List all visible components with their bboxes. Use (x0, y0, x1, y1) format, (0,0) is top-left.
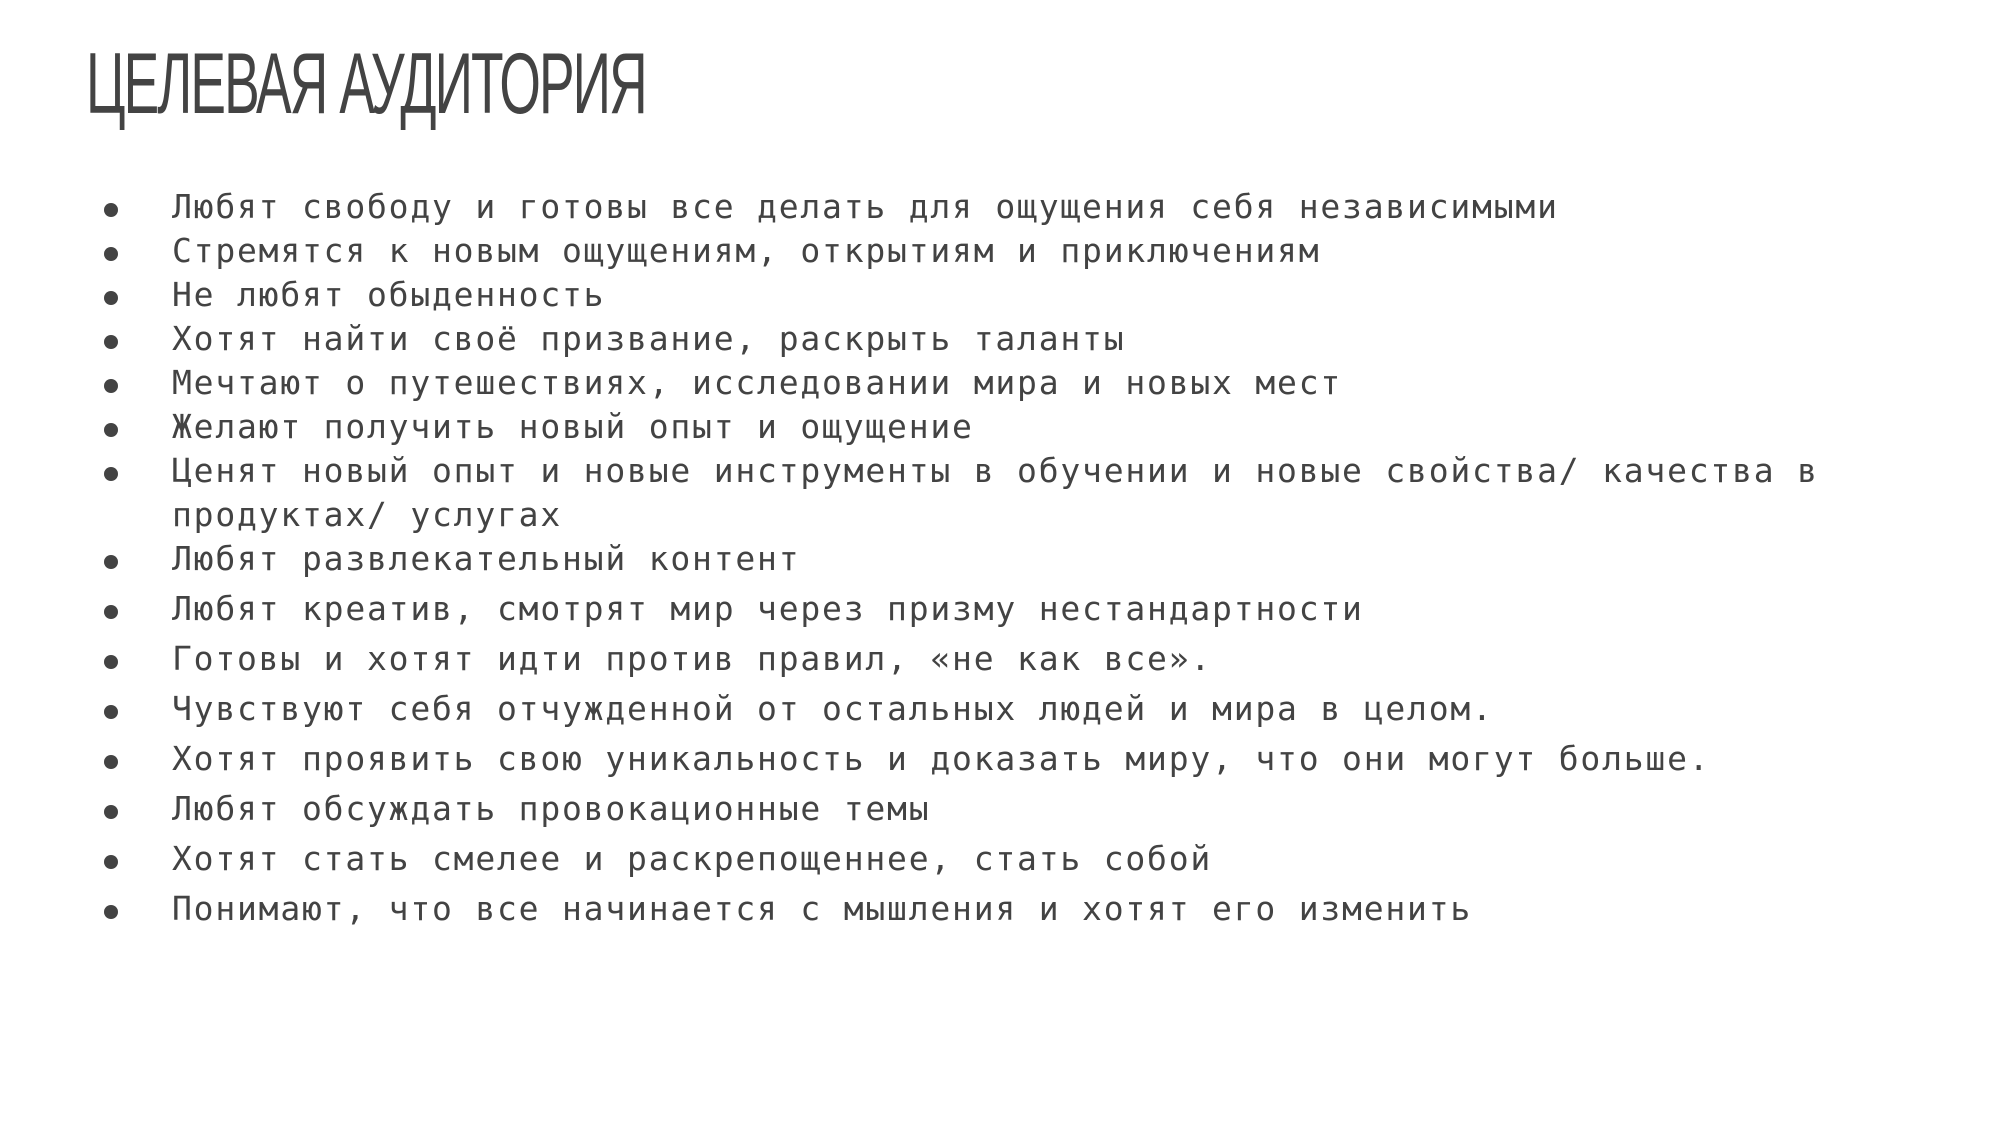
bullet-text: Понимают, что все начинается с мышления и хотят его изменить (172, 889, 1473, 928)
bullet-text: Мечтают о путешествиях, исследовании мира и новых мест (172, 363, 1343, 402)
bullet-dot-icon (104, 905, 118, 919)
bullet-dot-icon (104, 379, 118, 393)
bullet-dot-icon (104, 805, 118, 819)
bullet-dot-icon (104, 855, 118, 869)
bullet-dot-icon (104, 291, 118, 305)
bullet-text: Любят обсуждать провокационные темы (172, 789, 931, 828)
bullet-item (96, 887, 1896, 931)
bullet-text: Любят креатив, смотрят мир через призму нестандартности (172, 589, 1364, 628)
bullet-item (96, 587, 1896, 631)
bullet-text: Хотят найти своё призвание, раскрыть таланты (172, 319, 1126, 358)
bullet-item (96, 837, 1896, 881)
bullet-item (96, 361, 1896, 405)
bullet-dot-icon (104, 335, 118, 349)
bullet-text: Любят свободу и готовы все делать для ощущения себя независимыми (172, 187, 1559, 226)
bullet-dot-icon (104, 423, 118, 437)
bullet-list (96, 185, 1896, 937)
bullet-text: Желают получить новый опыт и ощущение (172, 407, 974, 446)
bullet-text: Не любят обыденность (172, 275, 606, 314)
bullet-dot-icon (104, 247, 118, 261)
bullet-dot-icon (104, 203, 118, 217)
bullet-dot-icon (104, 467, 118, 481)
bullet-text: Хотят стать смелее и раскрепощеннее, стать собой (172, 839, 1213, 878)
bullet-text: Готовы и хотят идти против правил, «не как все». (172, 639, 1213, 678)
bullet-dot-icon (104, 655, 118, 669)
bullet-text: Любят развлекательный контент (172, 539, 801, 578)
bullet-item (96, 405, 1896, 449)
bullet-text: Ценят новый опыт и новые инструменты в обучении и новые свойства/ качества в продуктах/ услугах (172, 451, 1841, 534)
bullet-item (96, 185, 1896, 229)
bullet-dot-icon (104, 605, 118, 619)
bullet-dot-icon (104, 705, 118, 719)
bullet-item (96, 737, 1896, 781)
bullet-item (96, 317, 1896, 361)
bullet-item (96, 449, 1896, 537)
bullet-text: Чувствуют себя отчужденной от остальных людей и мира в целом. (172, 689, 1494, 728)
slide-title: ЦЕЛЕВАЯ АУДИТОРИЯ (86, 36, 646, 132)
bullet-item (96, 637, 1896, 681)
bullet-dot-icon (104, 555, 118, 569)
bullet-text: Хотят проявить свою уникальность и доказать миру, что они могут больше. (172, 739, 1711, 778)
bullet-item (96, 787, 1896, 831)
bullet-item (96, 229, 1896, 273)
bullet-item (96, 537, 1896, 581)
bullet-text: Стремятся к новым ощущениям, открытиям и приключениям (172, 231, 1321, 270)
bullet-dot-icon (104, 755, 118, 769)
bullet-item (96, 687, 1896, 731)
bullet-item (96, 273, 1896, 317)
